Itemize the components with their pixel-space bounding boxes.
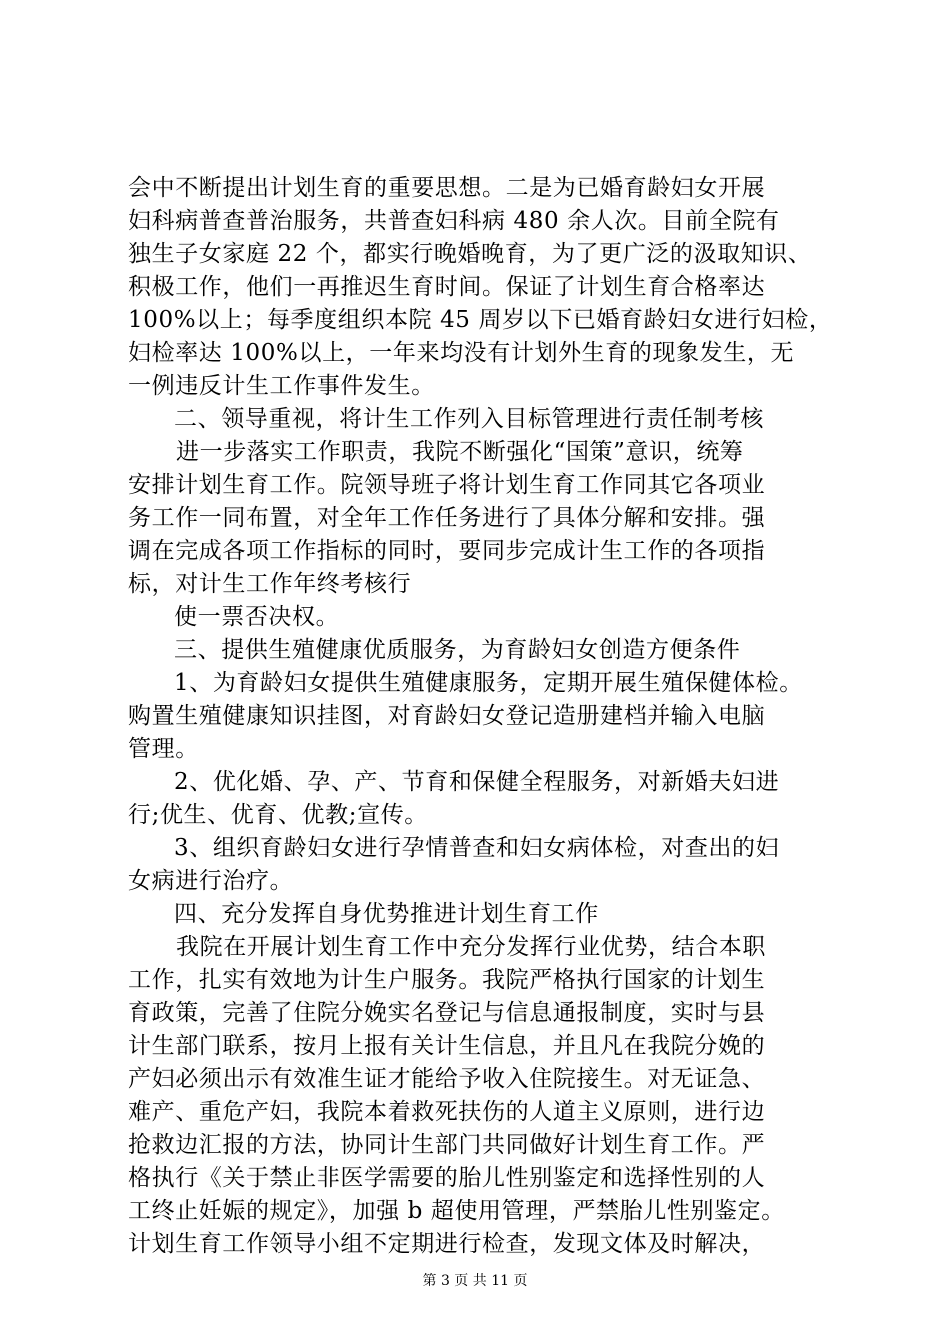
text-line: 进一步落实工作职责，我院不断强化“国策”意识，统筹 <box>176 439 744 465</box>
text-line: 积极工作，他们一再推迟生育时间。保证了计划生育合格率达 <box>128 274 766 300</box>
text-line: 管理。 <box>128 736 199 762</box>
text-line: 安排计划生育工作。院领导班子将计划生育工作同其它各项业 <box>128 472 766 498</box>
text-line: 务工作一同布置，对全年工作任务进行了具体分解和安排。强 <box>128 505 766 531</box>
text-line: 我院在开展计划生育工作中充分发挥行业优势，结合本职 <box>176 934 766 960</box>
page-footer: 第 3 页 共 11 页 <box>422 1273 528 1289</box>
text-line: 难产、重危产妇，我院本着救死扶伤的人道主义原则，进行边 <box>128 1099 766 1125</box>
text-line: 独生子女家庭 22 个，都实行晚婚晚育，为了更广泛的汲取知识、 <box>128 241 812 267</box>
document-body <box>128 172 858 1261</box>
text-line: 计生部门联系，按月上报有关计生信息，并且凡在我院分娩的 <box>128 1033 766 1059</box>
text-line: 四、充分发挥自身优势推进计划生育工作 <box>174 901 599 927</box>
text-line: 产妇必须出示有效准生证才能给予收入住院接生。对无证急、 <box>128 1066 766 1092</box>
text-line: 一例违反计生工作事件发生。 <box>128 373 435 399</box>
text-line: 3、组织育龄妇女进行孕情普查和妇女病体检，对查出的妇 <box>174 835 780 861</box>
text-line: 女病进行治疗。 <box>128 868 294 894</box>
text-line: 工作，扎实有效地为计生户服务。我院严格执行国家的计划生 <box>128 967 766 993</box>
text-line: 妇检率达 100%以上，一年来均没有计划外生育的现象发生，无 <box>128 340 795 366</box>
text-line: 妇科病普查普治服务，共普查妇科病 480 余人次。目前全院有 <box>128 208 780 234</box>
text-line: 2、优化婚、孕、产、节育和保健全程服务，对新婚夫妇进 <box>174 769 780 795</box>
text-line: 二、领导重视，将计生工作列入目标管理进行责任制考核 <box>174 406 764 432</box>
text-line: 标，对计生工作年终考核行 <box>128 571 412 597</box>
text-line: 三、提供生殖健康优质服务，为育龄妇女创造方便条件 <box>174 637 741 663</box>
text-line: 100%以上；每季度组织本院 45 周岁以下已婚育龄妇女进行妇检， <box>128 307 833 333</box>
text-line: 计划生育工作领导小组不定期进行检查，发现文体及时解决， <box>128 1231 766 1257</box>
text-line: 行;优生、优育、优教;宣传。 <box>128 802 428 828</box>
text-line: 育政策，完善了住院分娩实名登记与信息通报制度，实时与县 <box>128 1000 766 1026</box>
text-line: 抢救边汇报的方法，协同计生部门共同做好计划生育工作。严 <box>128 1132 766 1158</box>
text-line: 购置生殖健康知识挂图，对育龄妇女登记造册建档并输入电脑 <box>128 703 766 729</box>
text-line: 格执行《关于禁止非医学需要的胎儿性别鉴定和选择性别的人 <box>128 1165 766 1191</box>
text-line: 使一票否决权。 <box>174 604 340 630</box>
text-line: 会中不断提出计划生育的重要思想。二是为已婚育龄妇女开展 <box>128 175 766 201</box>
text-line: 1、为育龄妇女提供生殖健康服务，定期开展生殖保健体检。 <box>174 670 803 696</box>
text-line: 工终止妊娠的规定》，加强 b 超使用管理，严禁胎儿性别鉴定。 <box>128 1198 785 1224</box>
text-line: 调在完成各项工作指标的同时，要同步完成计生工作的各项指 <box>128 538 766 564</box>
